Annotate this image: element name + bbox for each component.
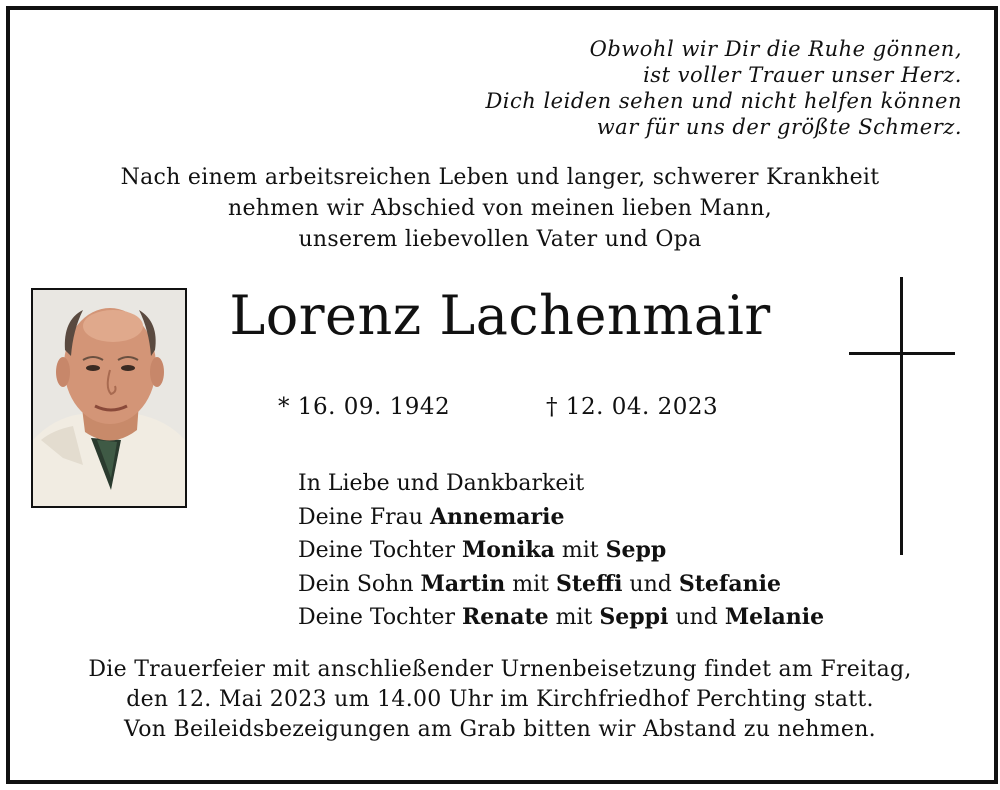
family-member-name: Melanie [724, 604, 825, 630]
family-relation-text: mit [505, 571, 556, 597]
family-line [298, 601, 824, 635]
family-member-name: Stefanie [678, 570, 781, 597]
family-relation-text: und [668, 605, 725, 630]
family-relation-text: Deine Tochter [298, 538, 462, 563]
family-relation-text: Deine Frau [298, 504, 430, 530]
family-relation-text: mit [554, 538, 606, 563]
family-member-name: Martin [420, 570, 506, 597]
family-signatures [298, 468, 824, 635]
family-member-name: Annemarie [429, 503, 565, 530]
family-member-name: Renate [461, 604, 549, 630]
family-line [298, 568, 824, 602]
portrait-illustration [33, 290, 185, 506]
family-line [298, 534, 824, 568]
family-member-name: Seppi [599, 604, 669, 630]
intro-text [0, 162, 1000, 255]
family-relation-text: mit [548, 605, 600, 630]
deceased-name: Lorenz Lachenmair [229, 284, 771, 347]
intro-line: unserem liebevollen Vater und Opa [298, 227, 702, 252]
portrait-photo [31, 288, 187, 508]
funeral-service-info [0, 655, 1000, 745]
intro-line: Nach einem arbeitsreichen Leben und langer, schwerer Krankheit [120, 165, 880, 190]
family-member-name: Sepp [605, 537, 667, 563]
birth-date: * 16. 09. 1942 [278, 394, 451, 420]
death-date: † 12. 04. 2023 [546, 394, 719, 420]
family-line [298, 501, 824, 535]
cross-horizontal-bar [849, 352, 955, 355]
family-heading: In Liebe und Dankbarkeit [298, 471, 585, 496]
service-line: Die Trauerfeier mit anschließender Urnenbeisetzung findet am Freitag, [88, 657, 912, 682]
family-relation-text: und [622, 571, 679, 597]
service-line: den 12. Mai 2023 um 14.00 Uhr im Kirchfriedhof Perchting statt. [126, 687, 874, 712]
family-member-name: Monika [461, 537, 555, 563]
cross-icon [849, 277, 955, 555]
intro-line: nehmen wir Abschied von meinen lieben Mann, [228, 196, 772, 221]
poem-line: Obwohl wir Dir die Ruhe gönnen, [589, 37, 962, 61]
family-relation-text: Dein Sohn [298, 571, 421, 597]
family-member-name: Steffi [555, 570, 623, 597]
poem-line: war für uns der größte Schmerz. [596, 115, 962, 139]
service-line: Von Beileidsbezeigungen am Grab bitten wir Abstand zu nehmen. [124, 717, 876, 742]
poem-line: ist voller Trauer unser Herz. [643, 63, 962, 87]
cross-vertical-bar [900, 277, 903, 555]
poem-line: Dich leiden sehen und nicht helfen können [485, 89, 962, 113]
poem [485, 36, 962, 140]
family-relation-text: Deine Tochter [298, 605, 462, 630]
